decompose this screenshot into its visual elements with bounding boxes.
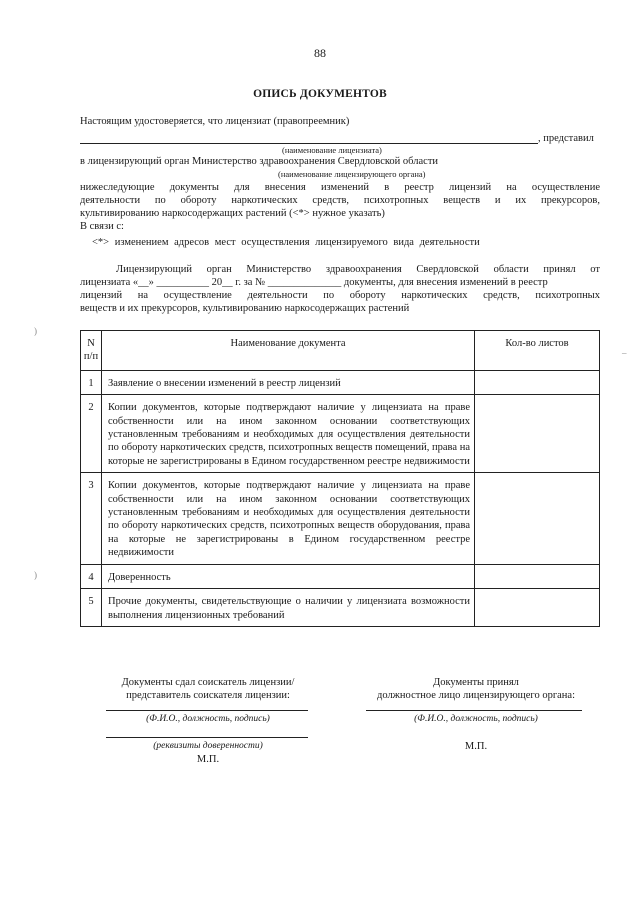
row-count[interactable] [475, 589, 600, 627]
acceptance-line-4: веществ и их прекурсоров, культивированию наркосодержащих растений [80, 303, 410, 314]
right-sign-line-1: Документы принял [433, 677, 519, 688]
left-caption-attorney: (реквизиты доверенности) [153, 741, 263, 751]
right-sign-line-2: должностное лицо лицензирующего органа: [376, 690, 576, 701]
right-stamp: М.П. [464, 741, 488, 752]
left-stamp: М.П. [196, 754, 220, 765]
header-name: Наименование документа [102, 331, 475, 371]
table-row [81, 370, 600, 394]
table-row [81, 564, 600, 588]
scan-mark: ) [34, 570, 37, 580]
table-row [81, 395, 600, 473]
left-caption-fio: (Ф.И.О., должность, подпись) [146, 714, 270, 724]
represented-text: , представил [538, 133, 594, 144]
right-caption-fio: (Ф.И.О., должность, подпись) [414, 714, 538, 724]
intro-line: Настоящим удостоверяется, что лицензиат (правопреемник) [80, 116, 350, 127]
in-connection-label: В связи с: [80, 221, 124, 232]
caption-organ: (наименование лицензирующего органа) [278, 169, 426, 179]
left-signature-field[interactable] [106, 710, 308, 711]
row-count[interactable] [475, 564, 600, 588]
acceptance-line-2: лицензиата «__» __________ 20__ г. за № ______________ документы, для внесения изменений в реестр [80, 277, 548, 288]
table-row [81, 589, 600, 627]
row-name: Заявление о внесении изменений в реестр лицензий [102, 370, 475, 394]
licensee-name-field[interactable] [80, 143, 538, 144]
row-name: Копии документов, которые подтверждают наличие у лицензиата на праве собственности или на ином законном основании соответствующих установленным требованиям и необходимых для осуществления деятельности по обороту наркотических средств, психотропных веществ оборудования, права на которые не зарегистрированы в Едином государственном реестре недвижимости [102, 473, 475, 564]
row-num: 4 [81, 564, 102, 588]
row-num: 1 [81, 370, 102, 394]
right-signature-field[interactable] [366, 710, 582, 711]
purpose-line-2: деятельности по обороту наркотических средств, психотропных веществ и их прекурсоров, [80, 195, 600, 206]
page-number: 88 [314, 46, 326, 60]
row-count[interactable] [475, 370, 600, 394]
row-num: 3 [81, 473, 102, 564]
table-row [81, 473, 600, 564]
acceptance-line-3: лицензий на осуществление деятельности по обороту наркотических средств, психотропных [80, 290, 600, 301]
documents-table [80, 330, 600, 627]
row-num: 5 [81, 589, 102, 627]
page-title: ОПИСЬ ДОКУМЕНТОВ [253, 88, 387, 100]
row-num: 2 [81, 395, 102, 473]
left-sign-line-2: представитель соискателя лицензии: [126, 690, 290, 701]
header-num: N п/п [81, 331, 102, 371]
header-count: Кол-во листов [475, 331, 600, 371]
power-of-attorney-field[interactable] [106, 737, 308, 738]
reason-item[interactable]: <*> изменением адресов мест осуществления лицензируемого вида деятельности [92, 237, 480, 248]
purpose-line-3: культивированию наркосодержащих растений (<*> нужное указать) [80, 208, 385, 219]
row-name: Копии документов, которые подтверждают наличие у лицензиата на праве собственности или на ином законном основании соответствующих установленным требованиям и необходимых для осуществления деятельности по обороту наркотических средств, психотропных веществ помещений, права на которые не зарегистрированы в Едином государственном реестре недвижимости [102, 395, 475, 473]
row-count[interactable] [475, 395, 600, 473]
row-name: Доверенность [102, 564, 475, 588]
acceptance-line-1: Лицензирующий орган Министерство здравоохранения Свердловской области принял от [116, 264, 600, 275]
row-count[interactable] [475, 473, 600, 564]
left-sign-line-1: Документы сдал соискатель лицензии/ [121, 677, 295, 688]
organ-line: в лицензирующий орган Министерство здравоохранения Свердловской области [80, 156, 439, 167]
row-name: Прочие документы, свидетельствующие о наличии у лицензиата возможности выполнения лицензионных требований [102, 589, 475, 627]
scan-mark: ) [34, 326, 37, 336]
purpose-line-1: нижеследующие документы для внесения изменений в реестр лицензий на осуществление [80, 182, 600, 193]
scan-mark: – [622, 348, 627, 358]
caption-licensee: (наименование лицензиата) [282, 145, 382, 155]
